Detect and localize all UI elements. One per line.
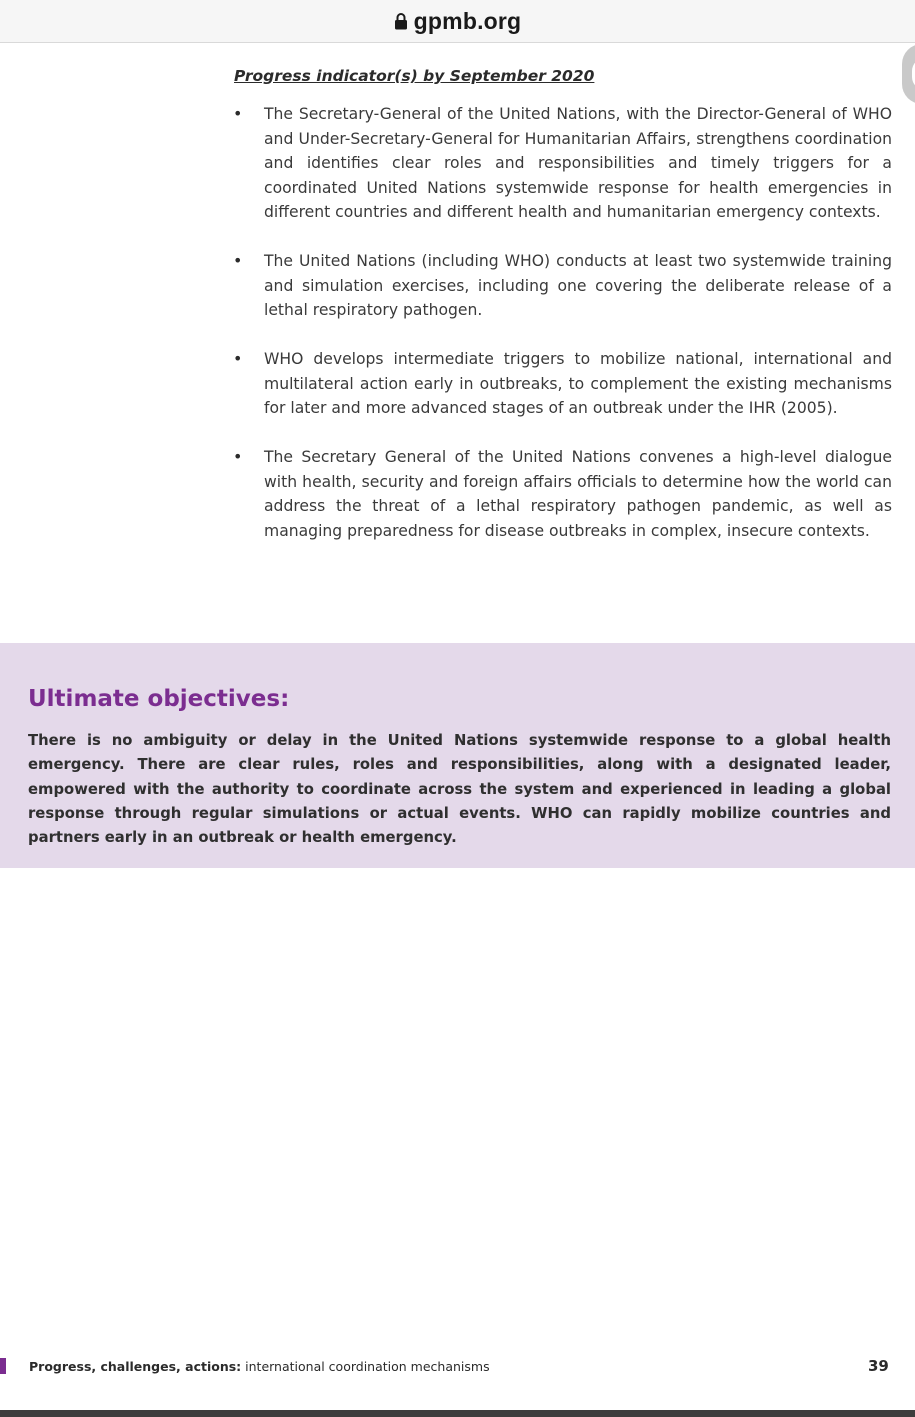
list-item-text: The United Nations (including WHO) conducts at least two systemwide training and simulation exercises, including one covering the deliberate release of a lethal respiratory pathogen.	[264, 252, 892, 319]
list-item	[230, 102, 892, 225]
bullet-icon: •	[233, 104, 243, 123]
footer-section-bold: Progress, challenges, actions:	[29, 1359, 242, 1374]
url-domain: gpmb.org	[413, 7, 522, 34]
address-bar[interactable]	[0, 0, 915, 43]
list-item-text: The Secretary General of the United Nations convenes a high-level dialogue with health, security and foreign affairs officials to determine how the world can address the threat of a lethal respiratory pathogen pandemic, as well as managing preparedness for disease outbreaks in complex, insecure contexts.	[264, 448, 892, 540]
list-item	[230, 347, 892, 421]
objectives-body: There is no ambiguity or delay in the United Nations systemwide response to a global health emergency. There are clear rules, roles and responsibilities, along with a designated leader, empowered with the authority to coordinate across the system and experienced in leading a global response through regular simulations or actual events. WHO can rapidly mobilize countries and partners early in an outbreak or health emergency.	[28, 732, 891, 847]
list-item-text: The Secretary-General of the United Nations, with the Director-General of WHO and Under-Secretary-General for Humanitarian Affairs, strengthens coordination and identifies clear roles and responsibilities and timely triggers for a coordinated United Nations systemwide response for health emergencies in different countries and different health and humanitarian emergency contexts.	[264, 105, 892, 221]
footer-section-label	[29, 1359, 490, 1374]
footer-accent-bar	[0, 1358, 6, 1374]
bullet-icon: •	[233, 447, 243, 466]
list-item	[230, 249, 892, 323]
footer-section-rest: international coordination mechanisms	[241, 1359, 490, 1374]
lock-icon	[394, 12, 408, 30]
bottom-toolbar-edge	[0, 1410, 915, 1417]
objectives-title: Ultimate objectives:	[28, 686, 290, 712]
list-item-text: WHO develops intermediate triggers to mobilize national, international and multilateral action early in outbreaks, to complement the existing mechanisms for later and more advanced stages of an outbreak under the IHR (2005).	[264, 350, 892, 417]
page-number: 39	[868, 1357, 889, 1375]
bullet-icon: •	[233, 251, 243, 270]
list-item	[230, 445, 892, 543]
bullet-icon: •	[233, 349, 243, 368]
progress-list	[230, 102, 892, 568]
scroll-handle[interactable]	[902, 44, 915, 104]
progress-heading: Progress indicator(s) by September 2020	[234, 67, 595, 85]
